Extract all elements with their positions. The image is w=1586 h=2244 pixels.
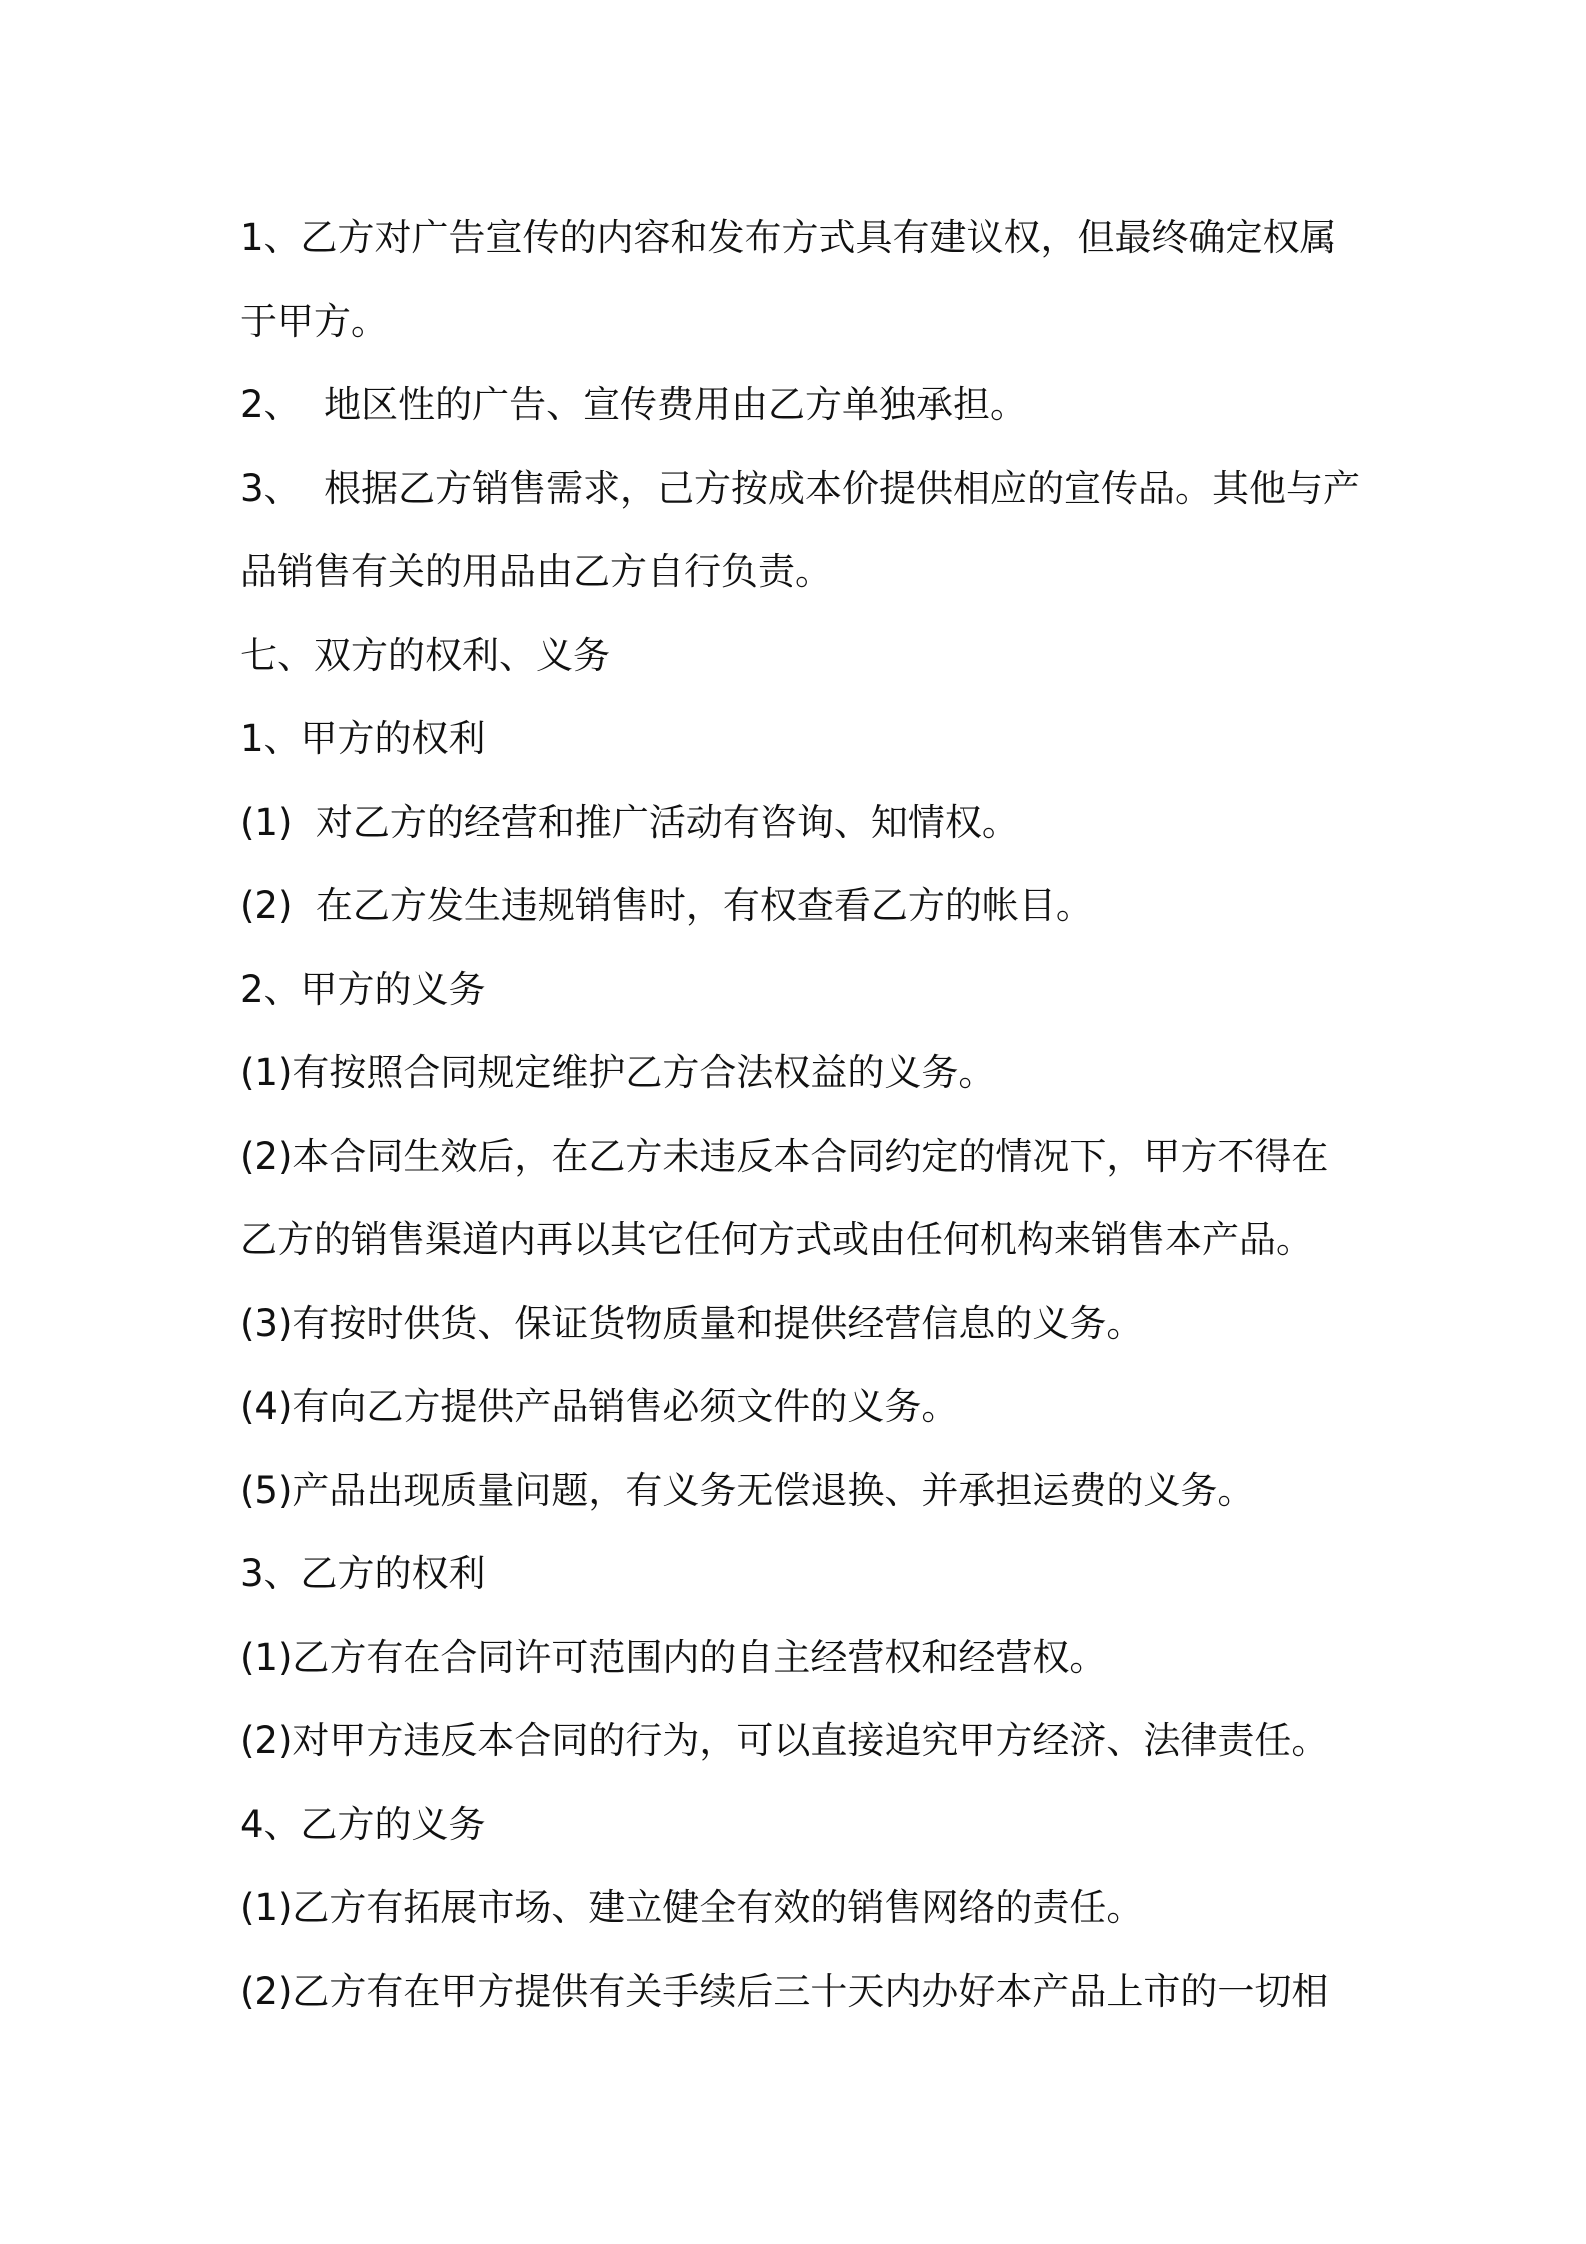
document-body (240, 196, 1360, 2033)
party-b-right-2: (2)对甲方违反本合同的行为，可以直接追究甲方经济、法律责任。 (240, 1719, 1329, 1762)
clause-3-line-1: 3、 根据乙方销售需求，己方按成本价提供相应的宣传品。其他与产 (240, 466, 1361, 510)
party-a-right-1: (1) 对乙方的经营和推广活动有咨询、知情权。 (240, 800, 1019, 844)
subheading-party-b-obligations: 4、乙方的义务 (240, 1802, 486, 1846)
party-a-obligation-5: (5)产品出现质量问题，有义务无偿退换、并承担运费的义务。 (240, 1468, 1255, 1512)
party-a-obligation-3: (3)有按时供货、保证货物质量和提供经营信息的义务。 (240, 1301, 1144, 1345)
subheading-party-b-rights: 3、乙方的权利 (240, 1552, 486, 1595)
party-b-right-1: (1)乙方有在合同许可范围内的自主经营权和经营权。 (240, 1635, 1107, 1679)
subheading-party-a-rights: 1、甲方的权利 (240, 717, 486, 760)
clause-1-line-2: 于甲方。 (240, 299, 388, 343)
clause-2: 2、 地区性的广告、宣传费用由乙方单独承担。 (240, 383, 1028, 426)
party-a-obligation-2-line-1: (2)本合同生效后，在乙方未违反本合同约定的情况下，甲方不得在 (240, 1134, 1329, 1178)
party-b-obligation-2-line-1: (2)乙方有在甲方提供有关手续后三十天内办好本产品上市的一切相 (240, 1969, 1329, 2013)
party-a-obligation-1: (1)有按照合同规定维护乙方合法权益的义务。 (240, 1051, 996, 1094)
subheading-party-a-obligations: 2、甲方的义务 (240, 967, 486, 1011)
party-a-right-2: (2) 在乙方发生违规销售时，有权查看乙方的帐目。 (240, 884, 1093, 927)
section-heading-rights-obligations: 七、双方的权利、义务 (240, 633, 610, 677)
clause-1-line-1: 1、乙方对广告宣传的内容和发布方式具有建议权，但最终确定权属 (240, 216, 1337, 259)
clause-3-line-2: 品销售有关的用品由乙方自行负责。 (240, 550, 832, 593)
party-a-obligation-2-line-2: 乙方的销售渠道内再以其它任何方式或由任何机构来销售本产品。 (240, 1218, 1313, 1261)
party-b-obligation-1: (1)乙方有拓展市场、建立健全有效的销售网络的责任。 (240, 1886, 1144, 1929)
party-a-obligation-4: (4)有向乙方提供产品销售必须文件的义务。 (240, 1385, 959, 1428)
